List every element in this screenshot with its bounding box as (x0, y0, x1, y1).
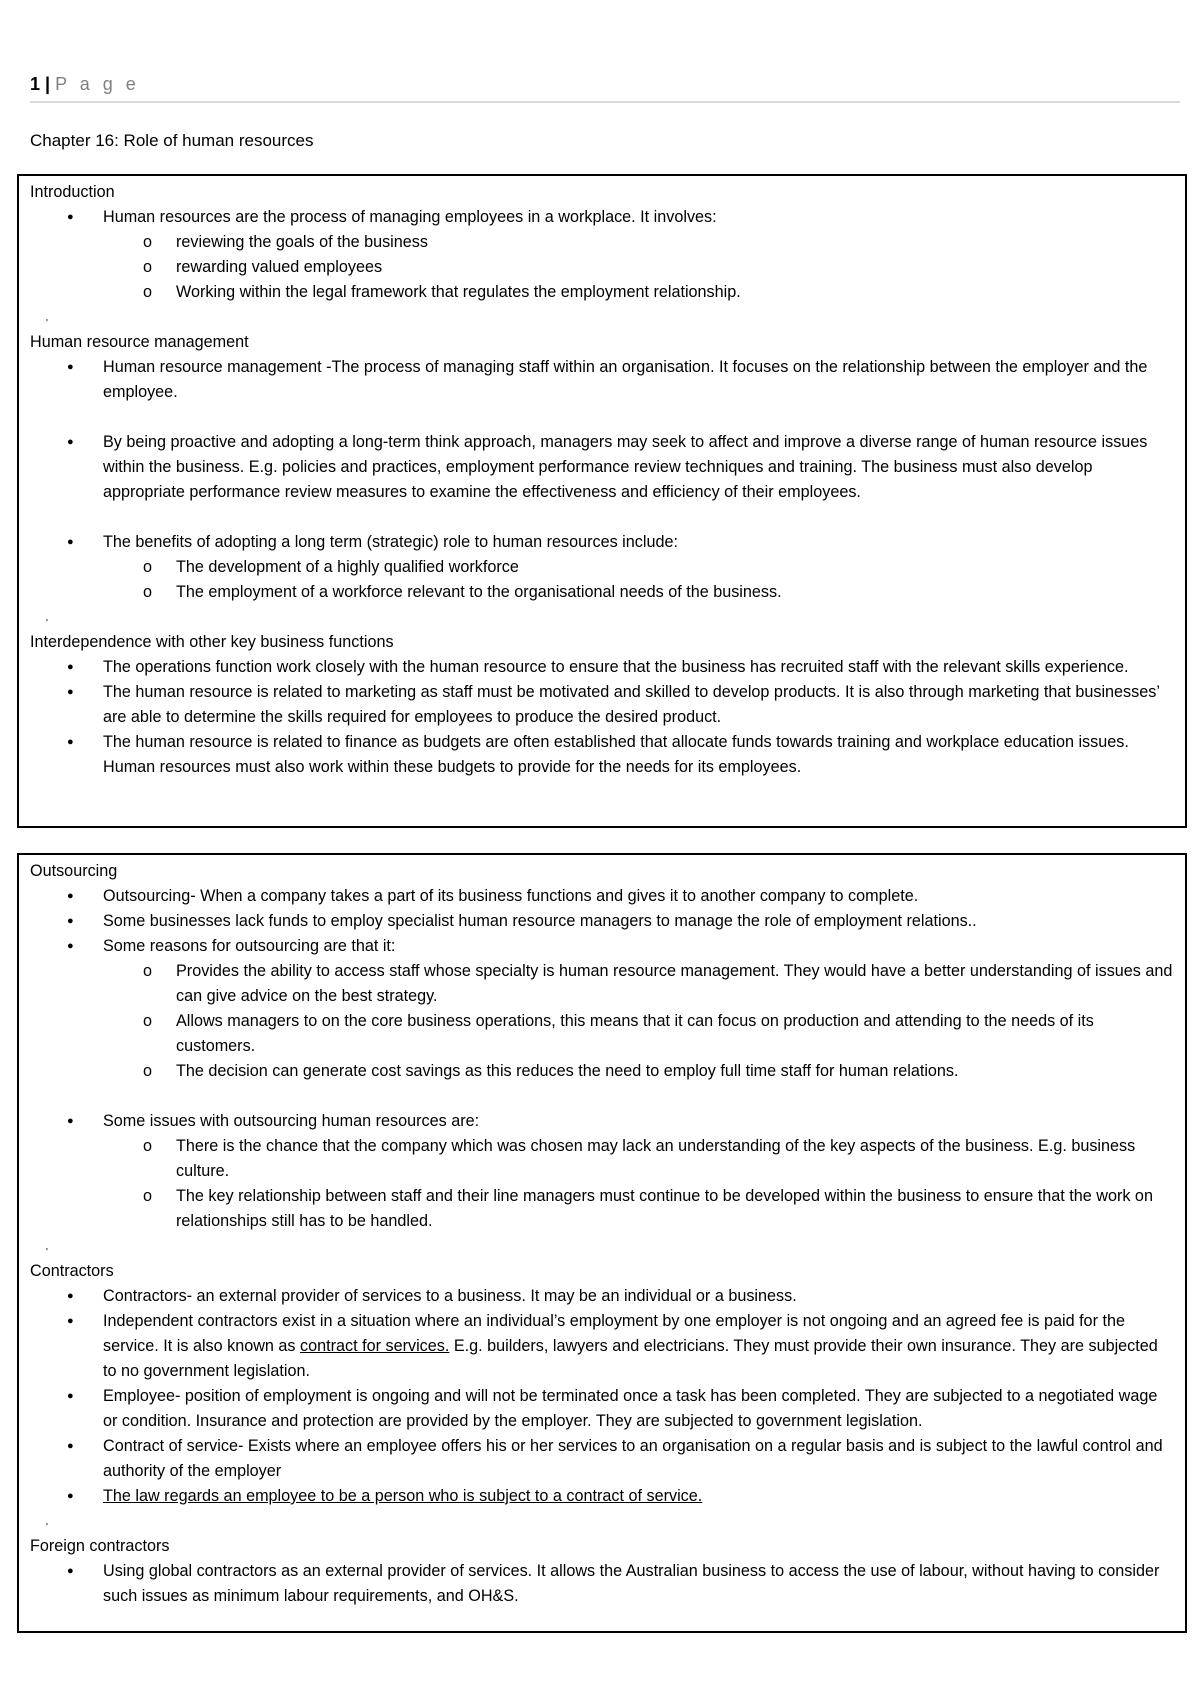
list-item (30, 530, 1175, 605)
sub-list (103, 959, 1175, 1084)
spacer (30, 1509, 1175, 1534)
tick-mark: ' (46, 1247, 48, 1258)
sub-list-item: o The development of a highly qualified workforce (30, 555, 1175, 580)
sub-list (103, 555, 1175, 605)
spacer (30, 305, 1175, 330)
underlined-statement: The law regards an employee to be a person who is subject to a contract of service. (103, 1487, 703, 1505)
spacer (30, 1084, 1175, 1109)
underlined-term: contract for services. (300, 1337, 450, 1355)
section-title-outsourcing: Outsourcing (30, 862, 118, 880)
bullet-list (30, 1284, 1175, 1509)
list-item: ● The human resource is related to finance as budgets are often established that allocate funds towards training and workplace education issues. Human resources must also work within these budgets to provide for the needs for its employees. (30, 730, 1175, 780)
spacer (30, 1234, 1175, 1259)
list-item-text: Some issues with outsourcing human resources are: (103, 1112, 480, 1130)
bullet-list (30, 884, 1175, 1084)
bullet-list (30, 430, 1175, 505)
list-item (30, 1109, 1175, 1234)
list-item-text: E.g. builders, lawyers and electricians. They must provide their own insurance. They are subjected to no government legislation. (103, 1337, 1158, 1380)
bullet-list (30, 655, 1175, 780)
bullet-list (30, 530, 1175, 605)
list-item: ● Using global contractors as an external provider of services. It allows the Australian business to access the use of labour, without having to consider such issues as minimum labour requirements, and OH&S. (30, 1559, 1175, 1609)
section-title-introduction: Introduction (30, 183, 115, 201)
list-item (30, 1309, 1175, 1384)
list-item: ● By being proactive and adopting a long-term think approach, managers may seek to affect and improve a diverse range of human resource issues within the business. E.g. policies and practices, employment performance review techniques and training. The business must also develop appropriate performance review measures to examine the effectiveness and efficiency of their employees. (30, 430, 1175, 505)
list-item: ● Outsourcing- When a company takes a part of its business functions and gives it to another company to complete. (30, 884, 1175, 909)
sub-list (103, 1134, 1175, 1234)
page-header (30, 74, 1180, 103)
content-box-1 (17, 174, 1187, 828)
tick-mark: ' (46, 618, 48, 629)
list-item (30, 934, 1175, 1084)
list-item-text: Independent contractors exist in a situation where an individual’s employment by one employer is not ongoing and an agreed fee is paid for the service. It is also known as (103, 1312, 1125, 1355)
list-item: ● Employee- position of employment is ongoing and will not be terminated once a task has been completed. They are subjected to a negotiated wage or condition. Insurance and protection are provided by the employer. They are subjected to government legislation. (30, 1384, 1175, 1434)
list-item: ● Contract of service- Exists where an employee offers his or her services to an organisation on a regular basis and is subject to the lawful control and authority of the employer (30, 1434, 1175, 1484)
sub-list-item: o The employment of a workforce relevant to the organisational needs of the business. (30, 580, 1175, 605)
list-item (30, 1484, 1175, 1509)
list-item (30, 205, 1175, 305)
tick-mark: ' (46, 1522, 48, 1533)
section-title-foreign-contractors: Foreign contractors (30, 1537, 170, 1555)
chapter-title: Chapter 16: Role of human resources (30, 131, 314, 150)
sub-list-item: o Allows managers to on the core business operations, this means that it can focus on production and attending to the needs of its customers. (30, 1009, 1175, 1059)
tick-mark: ' (46, 318, 48, 329)
list-item-text: Some reasons for outsourcing are that it: (103, 937, 396, 955)
sub-list-item: o Provides the ability to access staff whose specialty is human resource management. They would have a better understanding of issues and can give advice on the best strategy. (30, 959, 1175, 1009)
sub-list-item: o The key relationship between staff and their line managers must continue to be developed within the business to ensure that the work on relationships still has to be handled. (30, 1184, 1175, 1234)
section-title-interdependence: Interdependence with other key business functions (30, 633, 394, 651)
list-item-text: Human resources are the process of managing employees in a workplace. It involves: (103, 208, 717, 226)
list-item: ● Contractors- an external provider of services to a business. It may be an individual or a business. (30, 1284, 1175, 1309)
page-number: 1 (30, 74, 41, 94)
bullet-list (30, 205, 1175, 305)
sub-list (103, 230, 1175, 305)
list-item: ● The operations function work closely with the human resource to ensure that the business has recruited staff with the relevant skills experience. (30, 655, 1175, 680)
spacer (30, 605, 1175, 630)
list-item: ● The human resource is related to marketing as staff must be motivated and skilled to develop products. It is also through marketing that businesses’ are able to determine the skills required for employees to produce the desired product. (30, 680, 1175, 730)
sub-list-item: o reviewing the goals of the business (30, 230, 1175, 255)
page-label: P a g e (55, 74, 140, 94)
spacer (30, 405, 1175, 430)
section-title-contractors: Contractors (30, 1262, 114, 1280)
page-separator: | (45, 74, 51, 94)
sub-list-item: o There is the chance that the company which was chosen may lack an understanding of the key aspects of the business. E.g. business culture. (30, 1134, 1175, 1184)
sub-list-item: o The decision can generate cost savings as this reduces the need to employ full time staff for human relations. (30, 1059, 1175, 1084)
list-item: ● Human resource management -The process of managing staff within an organisation. It focuses on the relationship between the employer and the employee. (30, 355, 1175, 405)
list-item: ● Some businesses lack funds to employ specialist human resource managers to manage the role of employment relations.. (30, 909, 1175, 934)
list-item-text: The benefits of adopting a long term (strategic) role to human resources include: (103, 533, 678, 551)
sub-list-item: o rewarding valued employees (30, 255, 1175, 280)
content-box-2 (17, 853, 1187, 1633)
section-title-hrm: Human resource management (30, 333, 249, 351)
bullet-list (30, 1559, 1175, 1609)
bullet-list (30, 355, 1175, 405)
bullet-list (30, 1109, 1175, 1234)
sub-list-item: o Working within the legal framework that regulates the employment relationship. (30, 280, 1175, 305)
spacer (30, 505, 1175, 530)
